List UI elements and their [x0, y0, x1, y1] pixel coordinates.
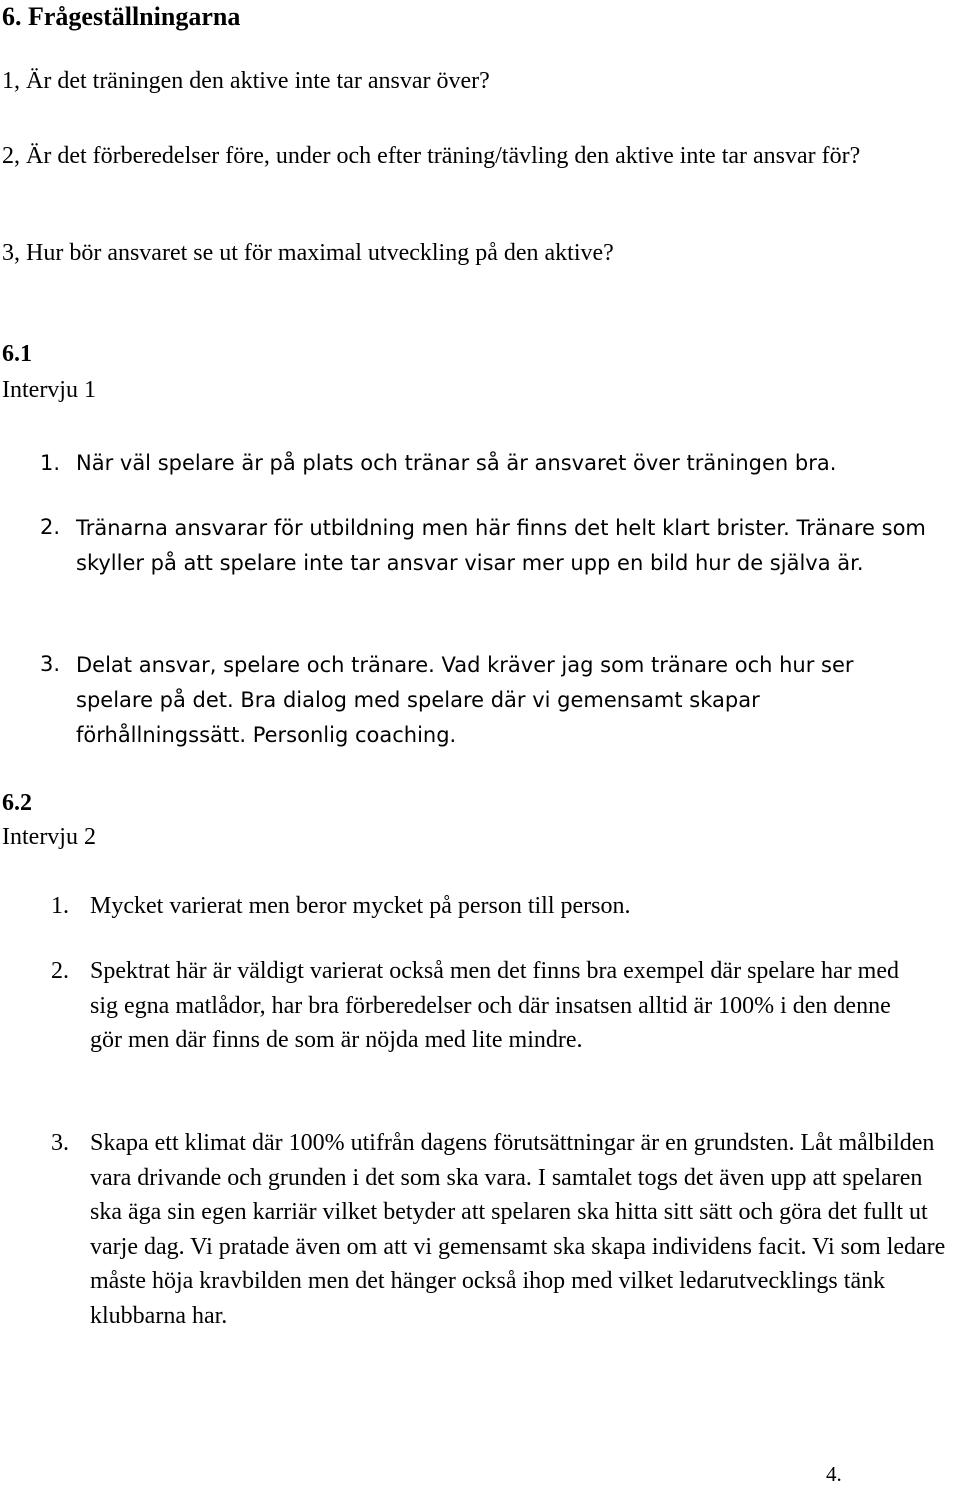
- list-item-number: 3.: [51, 1130, 69, 1156]
- section-title-intervju-2: Intervju 2: [2, 824, 96, 850]
- list-item-number: 2.: [40, 515, 61, 539]
- list-item-text: Skapa ett klimat där 100% utifrån dagens förutsättningar är en grundsten. Låt målbilden vara drivande och grunden i det som ska vara. I samtalet togs det även upp att spelaren ska äga sin egen karriär vilket betyder att spelaren ska hitta sitt sätt och göra det fullt ut varje dag. Vi pratade även om att vi gemensamt ska skapa individens facit. Vi som ledare måste höja kravbilden men det hänger också ihop med vilket ledarutvecklings tänk klubbarna har.: [90, 1130, 946, 1329]
- list-item-text: Tränarna ansvarar för utbildning men här finns det helt klart brister. Tränare som skyller på att spelare inte tar ansvar visar mer upp en bild hur de själva är.: [76, 516, 926, 575]
- question-2: 2, Är det förberedelser före, under och efter träning/tävling den aktive inte tar ansvar för?: [2, 143, 861, 169]
- list-item-text: Spektrat här är väldigt varierat också men det finns bra exempel där spelare har med sig egna matlådor, har bra förberedelser och där insatsen alltid är 100% i den denne gör men där finns de som är nöjda med lite mindre.: [90, 958, 899, 1053]
- list-item-text: Delat ansvar, spelare och tränare. Vad kräver jag som tränare och hur ser spelare på det. Bra dialog med spelare där vi gemensamt skapar förhållningssätt. Personlig coaching.: [76, 653, 854, 747]
- question-1: 1, Är det träningen den aktive inte tar ansvar över?: [2, 68, 490, 94]
- list-item-number: 2.: [51, 958, 69, 984]
- list-item-number: 1.: [40, 451, 61, 475]
- page-heading: 6. Frågeställningarna: [2, 2, 241, 31]
- question-3: 3, Hur bör ansvaret se ut för maximal utveckling på den aktive?: [2, 240, 614, 266]
- section-number-6-1: 6.1: [2, 341, 32, 367]
- section-number-6-2: 6.2: [2, 790, 32, 816]
- section-title-intervju-1: Intervju 1: [2, 377, 96, 403]
- list-item-text: Mycket varierat men beror mycket på person till person.: [90, 893, 631, 919]
- list-item-number: 1.: [51, 893, 69, 919]
- list-item-number: 3.: [40, 652, 61, 676]
- page-number: 4.: [826, 1462, 842, 1486]
- list-item-text: När väl spelare är på plats och tränar så är ansvaret över träningen bra.: [76, 451, 837, 475]
